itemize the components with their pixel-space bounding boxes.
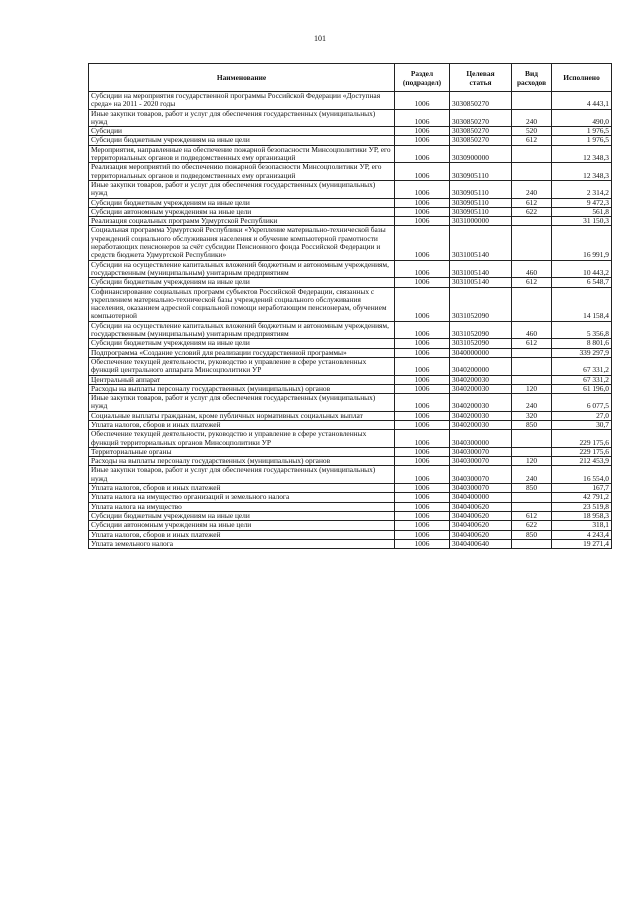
row-section-cell: 1006 [395,484,450,493]
row-section-cell: 1006 [395,521,450,530]
row-article-cell: 3030905110 [450,207,512,216]
table-row [89,163,612,181]
row-kind-cell [512,493,552,502]
row-section-cell: 1006 [395,502,450,511]
row-name-cell: Мероприятия, направленные на обеспечение пожарной безопасности Минсоцполитики УР, его территориальных органов и подведомственных ему организаций [89,145,395,163]
row-article-cell: 3030850270 [450,127,512,136]
row-article-cell: 3031005140 [450,278,512,287]
row-kind-cell [512,226,552,260]
header-row [89,64,612,92]
row-name-cell: Субсидии бюджетным учреждениям на иные цели [89,511,395,520]
row-article-cell: 3031052090 [450,339,512,348]
row-section-cell: 1006 [395,92,450,110]
row-amount-cell: 8 801,6 [552,339,612,348]
row-section-cell: 1006 [395,411,450,420]
row-name-cell: Расходы на выплаты персоналу государственных (муниципальных) органов [89,457,395,466]
row-article-cell: 3040400620 [450,511,512,520]
row-amount-cell: 339 297,9 [552,348,612,357]
row-section-cell: 1006 [395,348,450,357]
row-kind-cell: 612 [512,198,552,207]
table-row [89,109,612,127]
row-article-cell: 3030850270 [450,136,512,145]
row-section-cell: 1006 [395,466,450,484]
row-amount-cell: 16 991,9 [552,226,612,260]
row-section-cell: 1006 [395,394,450,412]
row-kind-cell: 120 [512,457,552,466]
table-row [89,226,612,260]
row-section-cell: 1006 [395,457,450,466]
row-section-cell: 1006 [395,278,450,287]
row-amount-cell: 561,8 [552,207,612,216]
row-name-cell: Уплата налогов, сборов и иных платежей [89,530,395,539]
row-amount-cell: 6 548,7 [552,278,612,287]
row-name-cell: Уплата налогов, сборов и иных платежей [89,484,395,493]
row-name-cell: Уплата налога на имущество [89,502,395,511]
row-section-cell: 1006 [395,447,450,456]
row-kind-cell [512,348,552,357]
row-section-cell: 1006 [395,198,450,207]
row-kind-cell: 850 [512,484,552,493]
row-kind-cell: 240 [512,466,552,484]
row-article-cell: 3031052090 [450,287,512,321]
row-section-cell: 1006 [395,375,450,384]
table-row [89,530,612,539]
row-kind-cell [512,502,552,511]
row-kind-cell: 240 [512,109,552,127]
table-header [89,64,612,92]
row-name-cell: Реализация социальных программ Удмуртской Республики [89,217,395,226]
row-name-cell: Уплата налога на имущество организаций и земельного налога [89,493,395,502]
row-section-cell: 1006 [395,357,450,375]
row-amount-cell: 6 077,5 [552,394,612,412]
row-kind-cell: 460 [512,260,552,278]
row-kind-cell [512,287,552,321]
row-kind-cell: 622 [512,521,552,530]
table-row [89,484,612,493]
table-row [89,430,612,448]
row-name-cell: Социальная программа Удмуртской Республики «Укрепление материально-технической базы учреждений социального обслуживания населения и обучение компьютерной грамотности неработающих пенсионеров за счёт субсидии Пенсионного фонда Российской Федерации и средств бюджета Удмуртской Республики» [89,226,395,260]
row-amount-cell: 14 158,4 [552,287,612,321]
row-article-cell: 3030850270 [450,109,512,127]
row-kind-cell [512,357,552,375]
row-article-cell: 3030905110 [450,163,512,181]
row-section-cell: 1006 [395,539,450,548]
row-amount-cell: 4 243,4 [552,530,612,539]
row-kind-cell [512,145,552,163]
row-amount-cell: 12 348,3 [552,163,612,181]
row-kind-cell: 612 [512,339,552,348]
row-name-cell: Иные закупки товаров, работ и услуг для обеспечения государственных (муниципальных) нужд [89,394,395,412]
row-amount-cell: 27,0 [552,411,612,420]
row-kind-cell: 240 [512,180,552,198]
row-section-cell: 1006 [395,145,450,163]
row-section-cell: 1006 [395,530,450,539]
table-row [89,420,612,429]
row-section-cell: 1006 [395,163,450,181]
expenditure-table [88,63,612,549]
row-article-cell: 3040300070 [450,466,512,484]
row-name-cell: Обеспечение текущей деятельности, руководство и управление в сфере установленных функций территориальных органов Минсоцполитики УР [89,430,395,448]
row-article-cell: 3040300000 [450,430,512,448]
row-amount-cell: 30,7 [552,420,612,429]
row-amount-cell: 67 331,2 [552,375,612,384]
row-amount-cell: 212 453,9 [552,457,612,466]
table-row [89,394,612,412]
row-article-cell: 3040200030 [450,375,512,384]
row-name-cell: Расходы на выплаты персоналу государственных (муниципальных) органов [89,384,395,393]
row-article-cell: 3040400620 [450,502,512,511]
row-article-cell: 3040300070 [450,447,512,456]
table-row [89,127,612,136]
row-name-cell: Субсидии автономным учреждениям на иные цели [89,521,395,530]
row-name-cell: Субсидии на осуществление капитальных вложений бюджетным и автономным учреждениям, государственным (муниципальным) унитарным предприятиям [89,321,395,339]
row-amount-cell: 229 175,6 [552,447,612,456]
row-name-cell: Реализация мероприятий по обеспечению пожарной безопасности Минсоцполитики УР, его территориальных органов и подведомственных ему организаций [89,163,395,181]
row-amount-cell: 12 348,3 [552,145,612,163]
table-row [89,321,612,339]
row-kind-cell [512,92,552,110]
row-section-cell: 1006 [395,207,450,216]
row-article-cell: 3030905110 [450,198,512,207]
table-row [89,180,612,198]
table-row [89,207,612,216]
row-section-cell: 1006 [395,384,450,393]
row-article-cell: 3030905110 [450,180,512,198]
row-amount-cell: 1 976,5 [552,127,612,136]
row-article-cell: 3031000000 [450,217,512,226]
row-kind-cell [512,163,552,181]
row-name-cell: Уплата налогов, сборов и иных платежей [89,420,395,429]
row-article-cell: 3040400640 [450,539,512,548]
table-row [89,145,612,163]
table-row [89,92,612,110]
row-kind-cell: 120 [512,384,552,393]
row-amount-cell: 19 271,4 [552,539,612,548]
row-name-cell: Субсидии автономным учреждениям на иные цели [89,207,395,216]
header-article: Целевая статья [450,64,512,92]
row-name-cell: Субсидии бюджетным учреждениям на иные цели [89,136,395,145]
row-section-cell: 1006 [395,260,450,278]
row-amount-cell: 2 314,2 [552,180,612,198]
row-article-cell: 3040200030 [450,420,512,429]
row-article-cell: 3040300070 [450,484,512,493]
table-row [89,217,612,226]
row-article-cell: 3040200000 [450,357,512,375]
row-article-cell: 3040000000 [450,348,512,357]
row-name-cell: Субсидии [89,127,395,136]
row-name-cell: Иные закупки товаров, работ и услуг для обеспечения государственных (муниципальных) нужд [89,109,395,127]
row-name-cell: Центральный аппарат [89,375,395,384]
table-row [89,447,612,456]
row-kind-cell: 612 [512,511,552,520]
row-amount-cell: 490,0 [552,109,612,127]
row-name-cell: Субсидии бюджетным учреждениям на иные цели [89,339,395,348]
table-body [89,92,612,549]
table-row [89,375,612,384]
row-name-cell: Софинансирование социальных программ субъектов Российской Федерации, связанных с укреплением материально-технической базы учреждений социального обслуживания населения, оказанием адресной социальной помощи неработающим пенсионерам, обучением компьютерной [89,287,395,321]
row-amount-cell: 18 958,3 [552,511,612,520]
row-section-cell: 1006 [395,493,450,502]
row-kind-cell [512,217,552,226]
row-kind-cell: 460 [512,321,552,339]
row-section-cell: 1006 [395,127,450,136]
row-name-cell: Иные закупки товаров, работ и услуг для обеспечения государственных (муниципальных) нужд [89,180,395,198]
row-amount-cell: 1 976,5 [552,136,612,145]
row-article-cell: 3030850270 [450,92,512,110]
row-article-cell: 3040200030 [450,384,512,393]
table-row [89,384,612,393]
row-name-cell: Субсидии бюджетным учреждениям на иные цели [89,198,395,207]
row-section-cell: 1006 [395,430,450,448]
row-name-cell: Субсидии бюджетным учреждениям на иные цели [89,278,395,287]
table-row [89,502,612,511]
table-row [89,493,612,502]
row-kind-cell [512,539,552,548]
row-amount-cell: 167,7 [552,484,612,493]
row-name-cell: Подпрограмма «Создание условий для реализации государственной программы» [89,348,395,357]
table-row [89,521,612,530]
table-row [89,457,612,466]
row-kind-cell: 240 [512,394,552,412]
row-article-cell: 3031052090 [450,321,512,339]
row-amount-cell: 10 443,2 [552,260,612,278]
row-kind-cell: 850 [512,530,552,539]
row-article-cell: 3030900000 [450,145,512,163]
row-section-cell: 1006 [395,339,450,348]
row-kind-cell: 320 [512,411,552,420]
row-amount-cell: 229 175,6 [552,430,612,448]
header-name: Наименование [89,64,395,92]
table-row [89,511,612,520]
row-amount-cell: 61 196,0 [552,384,612,393]
table-row [89,136,612,145]
row-kind-cell [512,375,552,384]
row-section-cell: 1006 [395,180,450,198]
table-row [89,260,612,278]
table-row [89,539,612,548]
row-section-cell: 1006 [395,217,450,226]
header-kind: Вид расходов [512,64,552,92]
row-name-cell: Субсидии на мероприятия государственной программы Российской Федерации «Доступная среда» на 2011 - 2020 годы [89,92,395,110]
row-section-cell: 1006 [395,136,450,145]
row-name-cell: Территориальные органы [89,447,395,456]
row-article-cell: 3040400620 [450,521,512,530]
table-row [89,466,612,484]
row-kind-cell: 850 [512,420,552,429]
page-number: 101 [314,34,326,43]
table-row [89,348,612,357]
table-row [89,339,612,348]
row-amount-cell: 16 554,0 [552,466,612,484]
row-name-cell: Социальные выплаты гражданам, кроме публичных нормативных социальных выплат [89,411,395,420]
row-section-cell: 1006 [395,226,450,260]
row-article-cell: 3040200030 [450,394,512,412]
row-section-cell: 1006 [395,321,450,339]
row-amount-cell: 31 150,3 [552,217,612,226]
table-row [89,357,612,375]
row-article-cell: 3031005140 [450,260,512,278]
row-section-cell: 1006 [395,287,450,321]
row-amount-cell: 42 791,2 [552,493,612,502]
row-kind-cell: 612 [512,278,552,287]
row-amount-cell: 67 331,2 [552,357,612,375]
header-amount: Исполнено [552,64,612,92]
row-kind-cell [512,430,552,448]
row-article-cell: 3040200030 [450,411,512,420]
row-amount-cell: 318,1 [552,521,612,530]
row-article-cell: 3031005140 [450,226,512,260]
row-amount-cell: 23 519,8 [552,502,612,511]
row-amount-cell: 9 472,3 [552,198,612,207]
row-amount-cell: 5 356,8 [552,321,612,339]
row-article-cell: 3040300070 [450,457,512,466]
row-kind-cell [512,447,552,456]
row-section-cell: 1006 [395,511,450,520]
row-section-cell: 1006 [395,109,450,127]
row-name-cell: Субсидии на осуществление капитальных вложений бюджетным и автономным учреждениям, государственным (муниципальным) унитарным предприятиям [89,260,395,278]
table-row [89,198,612,207]
row-kind-cell: 622 [512,207,552,216]
header-section: Раздел (подраздел) [395,64,450,92]
row-kind-cell: 520 [512,127,552,136]
table-row [89,278,612,287]
row-name-cell: Обеспечение текущей деятельности, руководство и управление в сфере установленных функций центрального аппарата Минсоцполитики УР [89,357,395,375]
row-section-cell: 1006 [395,420,450,429]
row-article-cell: 3040400000 [450,493,512,502]
row-article-cell: 3040400620 [450,530,512,539]
table-row [89,411,612,420]
table-row [89,287,612,321]
row-amount-cell: 4 443,1 [552,92,612,110]
row-name-cell: Уплата земельного налога [89,539,395,548]
row-name-cell: Иные закупки товаров, работ и услуг для обеспечения государственных (муниципальных) нужд [89,466,395,484]
row-kind-cell: 612 [512,136,552,145]
